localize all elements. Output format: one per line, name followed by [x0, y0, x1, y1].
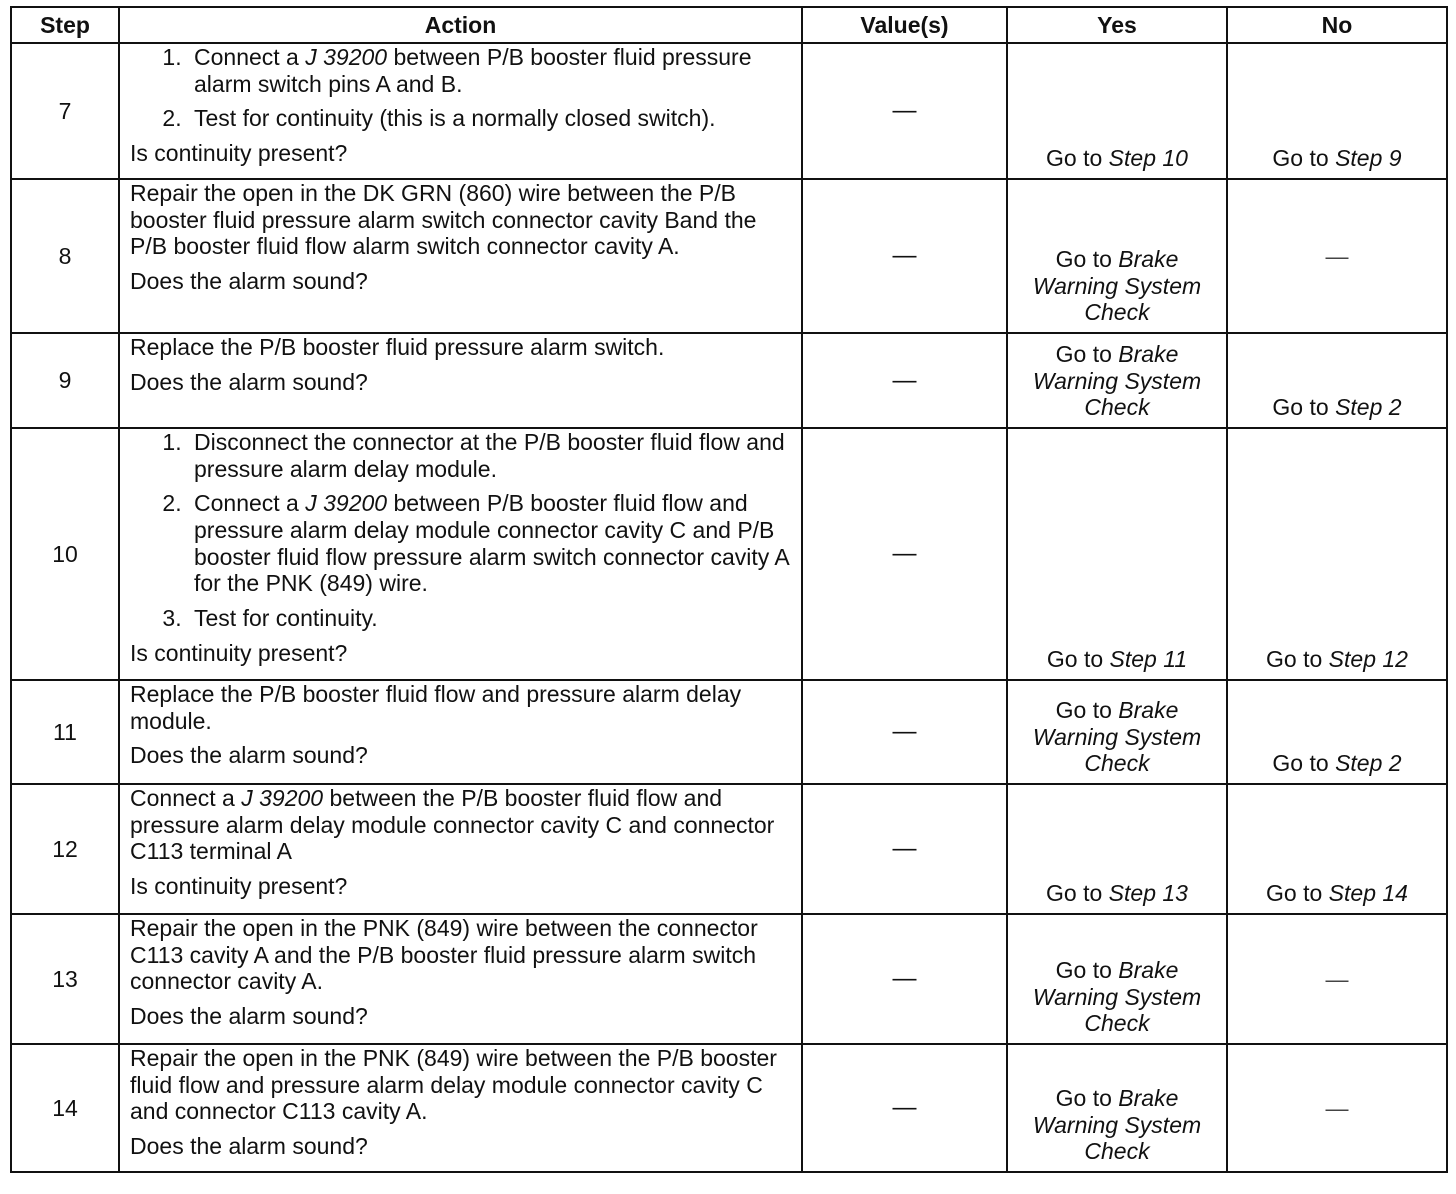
action-text: Repair the open in the DK GRN (860) wire between the P/B booster fluid pressure alarm switch connector cavity Band the P/B booster fluid flow alarm switch connector cavity A.: [130, 180, 757, 260]
action-cell: [119, 333, 802, 428]
action-text: between the P/B booster fluid flow and pressure alarm delay module connector cavity C and connector C113 terminal A: [130, 785, 775, 865]
action-question: Does the alarm sound?: [130, 742, 368, 769]
yes-prefix: Go to: [1055, 1084, 1119, 1111]
table-row: [11, 179, 1447, 333]
action-question: Is continuity present?: [130, 639, 348, 666]
yes-prefix: Go to: [1046, 880, 1109, 907]
action-text: between P/B booster fluid pressure alarm switch pins A and B.: [194, 44, 752, 97]
action-text: Connect a: [194, 490, 306, 517]
no-link[interactable]: Step 9: [1335, 145, 1402, 172]
yes-cell: [1007, 680, 1227, 784]
yes-cell: [1007, 784, 1227, 914]
header-values: Value(s): [802, 7, 1007, 43]
no-prefix: Go to: [1272, 394, 1336, 421]
no-cell: [1227, 43, 1447, 179]
no-cell: —: [1227, 914, 1447, 1044]
action-step-item: [188, 44, 793, 97]
value-cell: —: [802, 43, 1007, 179]
step-number: 11: [11, 680, 119, 784]
header-no: No: [1227, 7, 1447, 43]
table-row: [11, 914, 1447, 1044]
action-text: Connect a: [130, 785, 242, 811]
tool-reference: J 39200: [305, 490, 388, 517]
diagnostic-table: [10, 6, 1448, 1173]
yes-link[interactable]: Step 13: [1108, 880, 1188, 907]
action-steps-list: [130, 429, 793, 632]
action-text: Repair the open in the PNK (849) wire between the connector C113 cavity A and the P/B booster fluid pressure alarm switch connector cavity A.: [130, 915, 758, 995]
no-cell: —: [1227, 1044, 1447, 1172]
no-link[interactable]: Step 2: [1335, 750, 1402, 777]
action-text: Test for continuity (this is a normally closed switch).: [194, 105, 716, 132]
action-question: Is continuity present?: [130, 873, 348, 900]
step-number: 13: [11, 914, 119, 1044]
yes-link[interactable]: Brake Warning System Check: [1032, 245, 1202, 326]
value-cell: —: [802, 179, 1007, 333]
table-row: [11, 428, 1447, 680]
value-cell: —: [802, 784, 1007, 914]
yes-prefix: Go to: [1055, 245, 1119, 272]
step-number: 8: [11, 179, 119, 333]
action-question: Does the alarm sound?: [130, 1133, 368, 1160]
no-cell: [1227, 680, 1447, 784]
action-cell: [119, 680, 802, 784]
action-cell: [119, 179, 802, 333]
header-action: Action: [119, 7, 802, 43]
yes-link[interactable]: Step 11: [1109, 646, 1188, 673]
no-cell: [1227, 784, 1447, 914]
table-row: [11, 1044, 1447, 1172]
yes-link[interactable]: Brake Warning System Check: [1032, 696, 1202, 777]
yes-cell: [1007, 43, 1227, 179]
yes-cell: [1007, 179, 1227, 333]
yes-cell: [1007, 333, 1227, 428]
action-question: Is continuity present?: [130, 140, 348, 167]
yes-cell: [1007, 1044, 1227, 1172]
step-number: 14: [11, 1044, 119, 1172]
value-cell: —: [802, 333, 1007, 428]
no-link[interactable]: Step 2: [1335, 394, 1402, 421]
value-cell: —: [802, 914, 1007, 1044]
value-cell: —: [802, 1044, 1007, 1172]
no-prefix: Go to: [1266, 880, 1329, 907]
no-cell: [1227, 333, 1447, 428]
no-cell: —: [1227, 179, 1447, 333]
no-prefix: Go to: [1266, 646, 1329, 673]
action-text-block: [130, 785, 793, 865]
yes-link[interactable]: Brake Warning System Check: [1032, 340, 1202, 421]
action-question: Does the alarm sound?: [130, 268, 368, 295]
action-cell: [119, 1044, 802, 1172]
action-step-item: [188, 105, 793, 132]
no-prefix: Go to: [1272, 750, 1336, 777]
action-step-item: [188, 490, 793, 597]
action-text: Replace the P/B booster fluid flow and pressure alarm delay module.: [130, 681, 742, 734]
table-row: [11, 43, 1447, 179]
action-steps-list: [130, 44, 793, 132]
yes-link[interactable]: Brake Warning System Check: [1032, 956, 1202, 1037]
yes-link[interactable]: Step 10: [1108, 145, 1188, 172]
action-cell: [119, 43, 802, 179]
action-cell: [119, 914, 802, 1044]
step-number: 12: [11, 784, 119, 914]
action-step-item: [188, 429, 793, 482]
action-question: Does the alarm sound?: [130, 368, 368, 395]
action-text: Test for continuity.: [194, 605, 378, 632]
no-cell: [1227, 428, 1447, 680]
no-prefix: Go to: [1272, 145, 1336, 172]
action-cell: [119, 428, 802, 680]
action-text: Connect a: [194, 44, 306, 70]
yes-prefix: Go to: [1055, 956, 1119, 983]
action-text: Disconnect the connector at the P/B booster fluid flow and pressure alarm delay module.: [194, 429, 785, 482]
table-row: [11, 784, 1447, 914]
action-step-item: [188, 605, 793, 632]
action-text: Replace the P/B booster fluid pressure alarm switch.: [130, 334, 665, 360]
header-yes: Yes: [1007, 7, 1227, 43]
action-question: Does the alarm sound?: [130, 1003, 368, 1030]
tool-reference: J 39200: [305, 44, 388, 70]
value-cell: —: [802, 428, 1007, 680]
yes-cell: [1007, 914, 1227, 1044]
table-row: [11, 680, 1447, 784]
yes-prefix: Go to: [1055, 340, 1119, 367]
value-cell: —: [802, 680, 1007, 784]
yes-prefix: Go to: [1046, 646, 1110, 673]
action-cell: [119, 784, 802, 914]
table-row: [11, 333, 1447, 428]
action-text: Repair the open in the PNK (849) wire between the P/B booster fluid flow and pressure alarm delay module connector cavity C and connector C113 cavity A.: [130, 1045, 777, 1125]
yes-link[interactable]: Brake Warning System Check: [1032, 1084, 1202, 1165]
step-number: 7: [11, 43, 119, 179]
no-link[interactable]: Step 12: [1328, 646, 1408, 673]
yes-prefix: Go to: [1055, 696, 1119, 723]
action-text: between P/B booster fluid flow and pressure alarm delay module connector cavity C and P/B booster fluid flow pressure alarm switch connector cavity A for the PNK (849) wire.: [194, 490, 789, 597]
header-row: [11, 7, 1447, 43]
yes-cell: [1007, 428, 1227, 680]
no-link[interactable]: Step 14: [1328, 880, 1408, 907]
tool-reference: J 39200: [241, 785, 324, 811]
step-number: 9: [11, 333, 119, 428]
yes-prefix: Go to: [1046, 145, 1109, 172]
header-step: Step: [11, 7, 119, 43]
step-number: 10: [11, 428, 119, 680]
